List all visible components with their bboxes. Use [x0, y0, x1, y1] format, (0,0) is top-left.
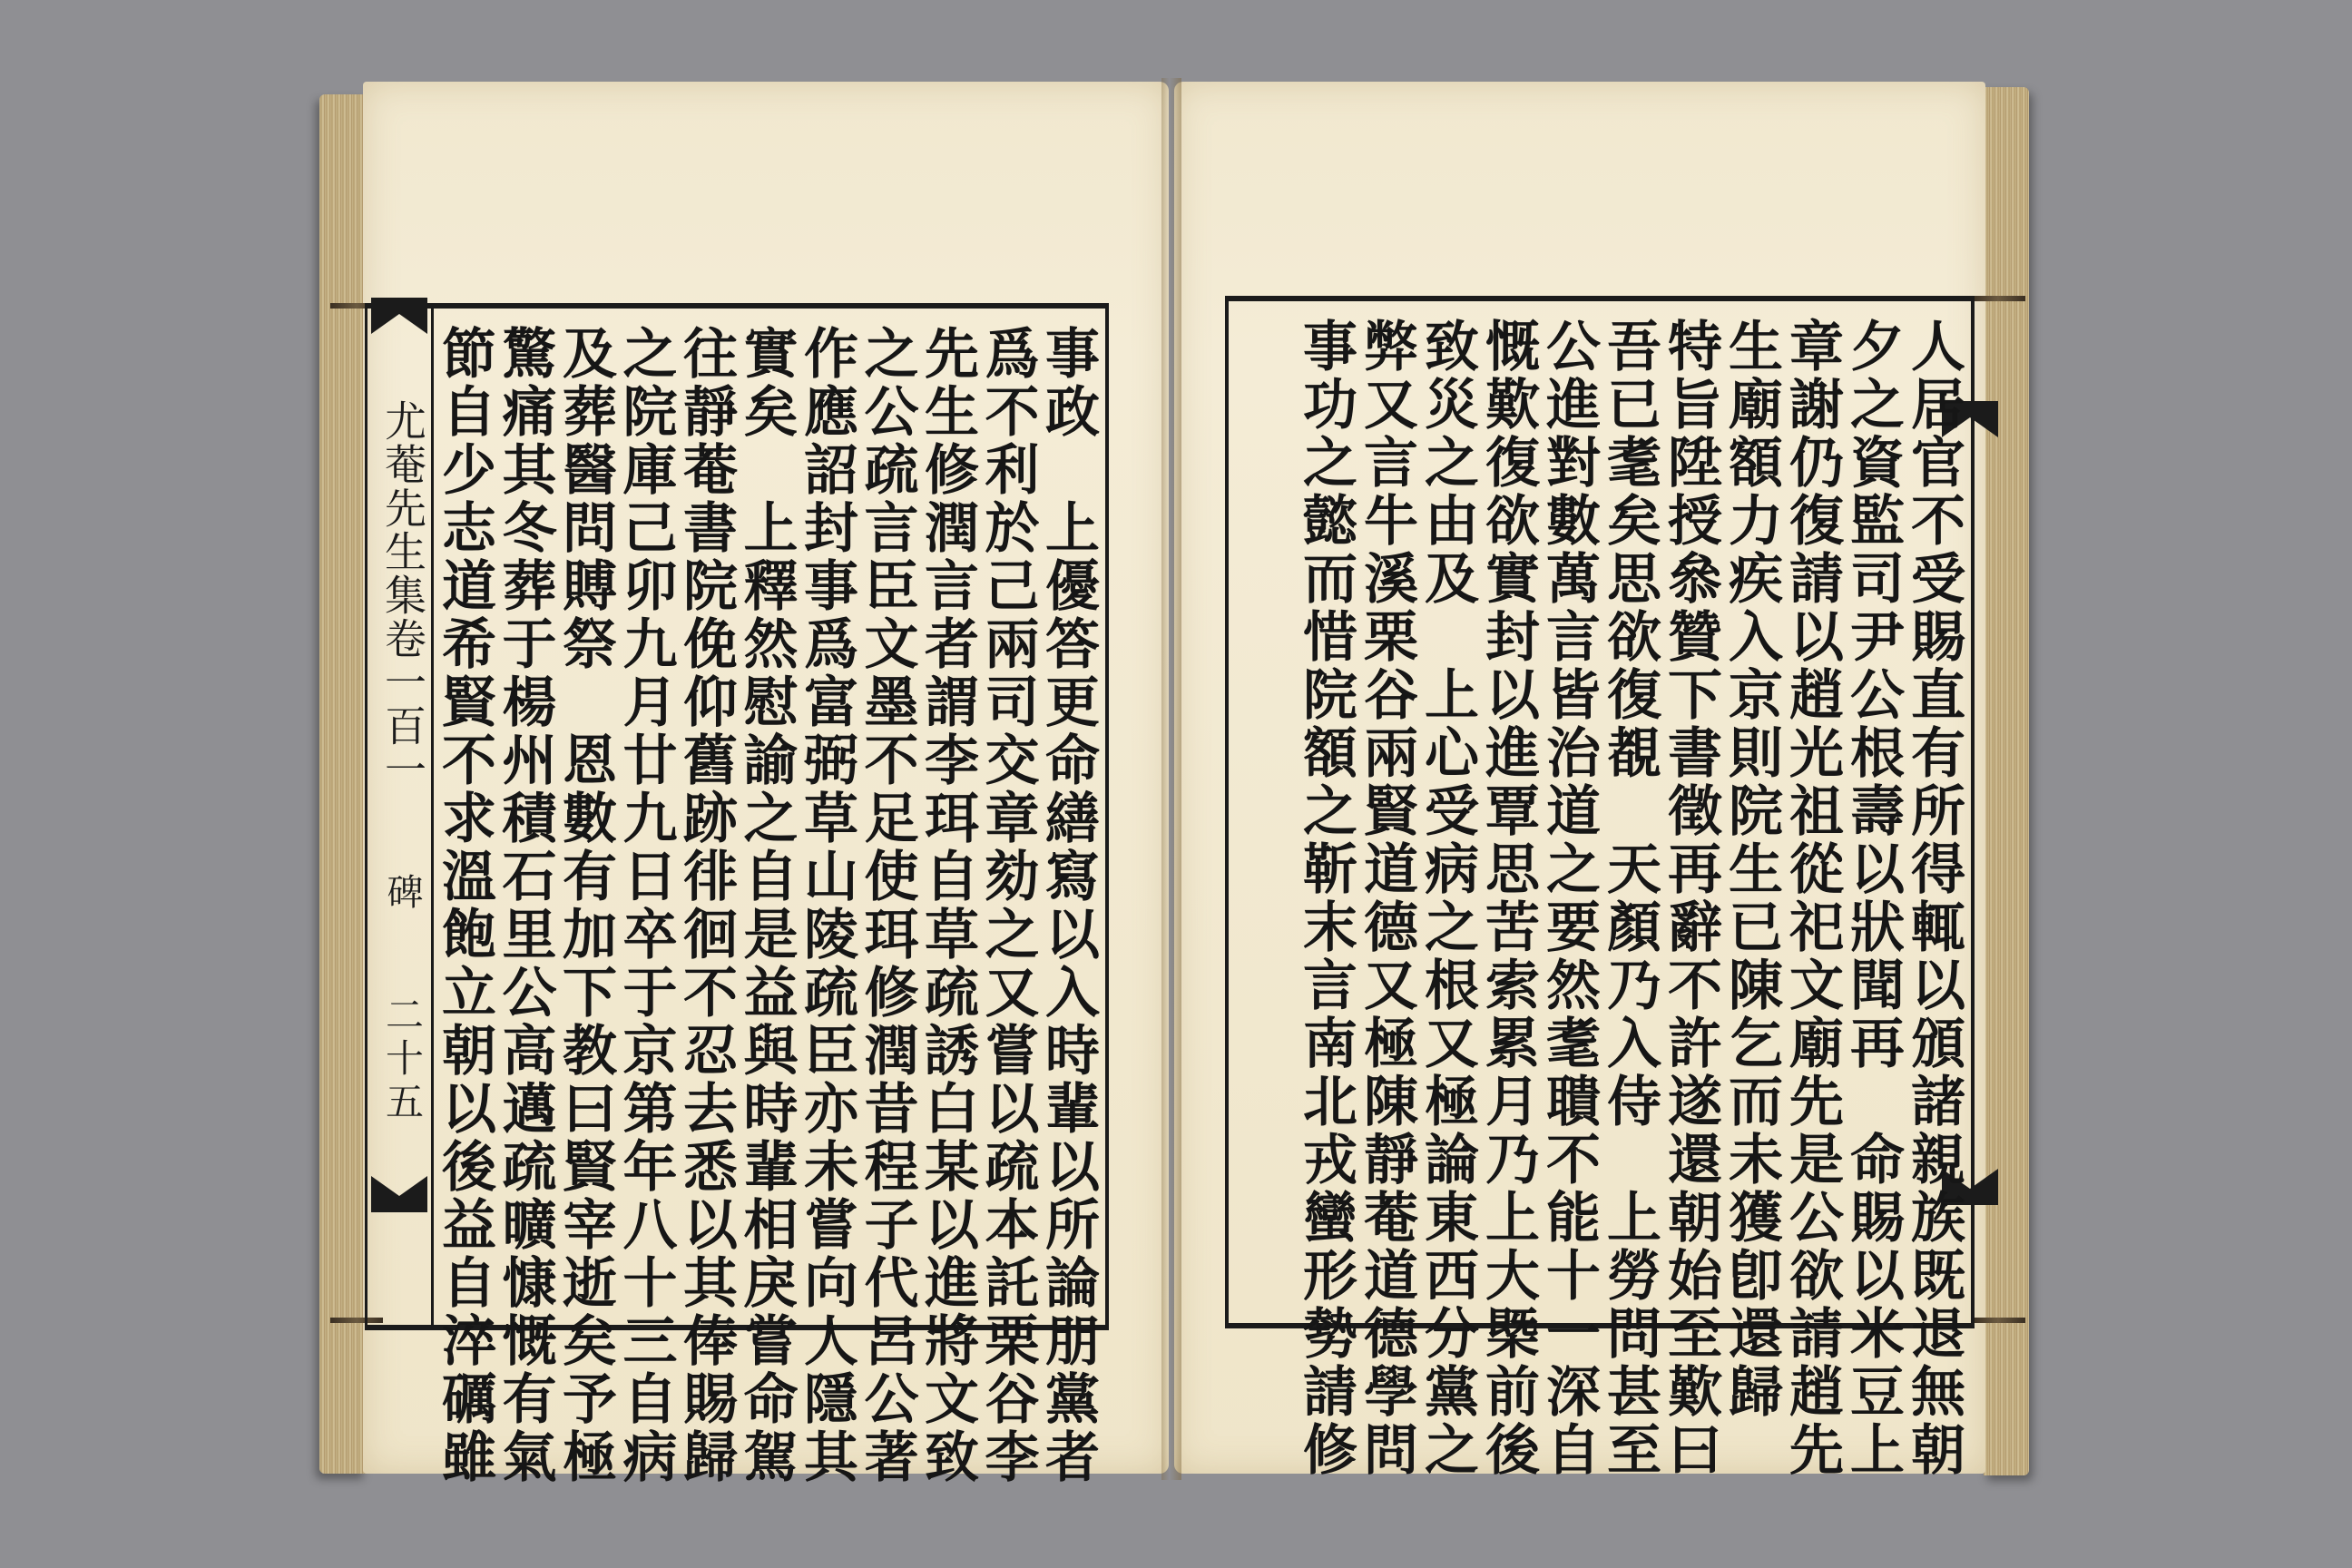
binding-string-bottom-right — [1971, 1318, 2025, 1323]
left-column-6: 實矣 上釋然慰諭之自是益與時輩相戾嘗命駕 — [734, 325, 799, 1486]
right-column-7: 公進對數萬言皆治道之要然耄聵不能十一深自 — [1537, 318, 1601, 1479]
book-title: 尤菴先生集卷一百一 — [378, 399, 427, 791]
book-gutter — [1161, 78, 1181, 1480]
left-column-10: 驚痛其冬葬于楊州積石里公高邁疏曠慷慨有氣 — [493, 325, 557, 1486]
left-page-frame — [365, 303, 1109, 1486]
right-column-2: 夕之資監司尹公根壽以狀聞再 命賜以米豆上 — [1841, 318, 1905, 1479]
left-frame-rule-right — [1105, 309, 1109, 1325]
left-column-2: 爲不利於己兩司交章劾之又嘗以疏本託栗谷李 — [975, 325, 1040, 1486]
center-margin — [365, 309, 434, 1325]
right-column-6: 吾已耄矣思欲復覩 天顏乃入侍 上勞問甚至 — [1598, 318, 1661, 1479]
right-frame-rule-left — [1225, 301, 1229, 1323]
page-edge-left — [319, 94, 367, 1474]
left-column-1: 事政 上優答更命繕寫以入時輩以所論朋黨者 — [1036, 325, 1100, 1486]
left-column-11: 節自少志道希賢不求溫飽立朝以後益自淬礪雖 — [433, 325, 496, 1486]
left-column-8: 之院庫己卯九月廿九日卒于京第年八十三自病 — [613, 325, 678, 1486]
right-column-3: 章謝仍復請以趙光祖從祀文廟先是公欲請趙先 — [1780, 318, 1844, 1479]
right-column-5: 特旨陞授叅贊下書徵再辭不許遂還朝始至歎曰 — [1659, 318, 1722, 1479]
right-column-8: 慨歎復欲實封以進覃思苦索累月乃上大槩前後 — [1476, 318, 1540, 1479]
section-category: 碑 — [381, 873, 423, 909]
right-page-frame — [1225, 296, 1975, 1479]
right-column-4: 生廟額力疾入京則院生已陳乞而未獲卽還歸 — [1720, 318, 1783, 1421]
page-number: 二十五 — [380, 995, 425, 1125]
left-column-5: 作應詔封事爲富弼草山陵疏臣亦未嘗向人隱其 — [795, 325, 858, 1486]
fishtail-bottom-icon — [371, 1176, 427, 1212]
right-column-11: 事功之懿而惜院額之靳末言南北戎蠻形勢請修 — [1294, 318, 1357, 1479]
left-column-9: 及葬醫問賻祭 恩數有加下教曰賢宰逝矣予極 — [554, 325, 617, 1486]
left-column-7: 往靜菴書院俛仰舊跡徘徊不忍去悉以其俸賜歸 — [674, 325, 738, 1486]
right-column-1: 人居官不受賜直有所得輒以頒諸親族既退無朝 — [1902, 318, 1965, 1479]
right-column-10: 弊又言牛溪栗谷兩賢道德又極陳靜菴道德學問 — [1355, 318, 1418, 1479]
right-column-9: 致災之由及 上心受病之根又極論東西分黨之 — [1416, 318, 1479, 1479]
left-column-4: 之公疏言臣文墨不足使珥修潤昔程子代呂公著 — [855, 325, 919, 1486]
left-column-3: 先生修潤言者謂李珥自草疏誘白某以進將文致 — [916, 325, 979, 1486]
binding-string-top-right — [1971, 296, 2025, 301]
fishtail-top-icon — [371, 298, 427, 334]
